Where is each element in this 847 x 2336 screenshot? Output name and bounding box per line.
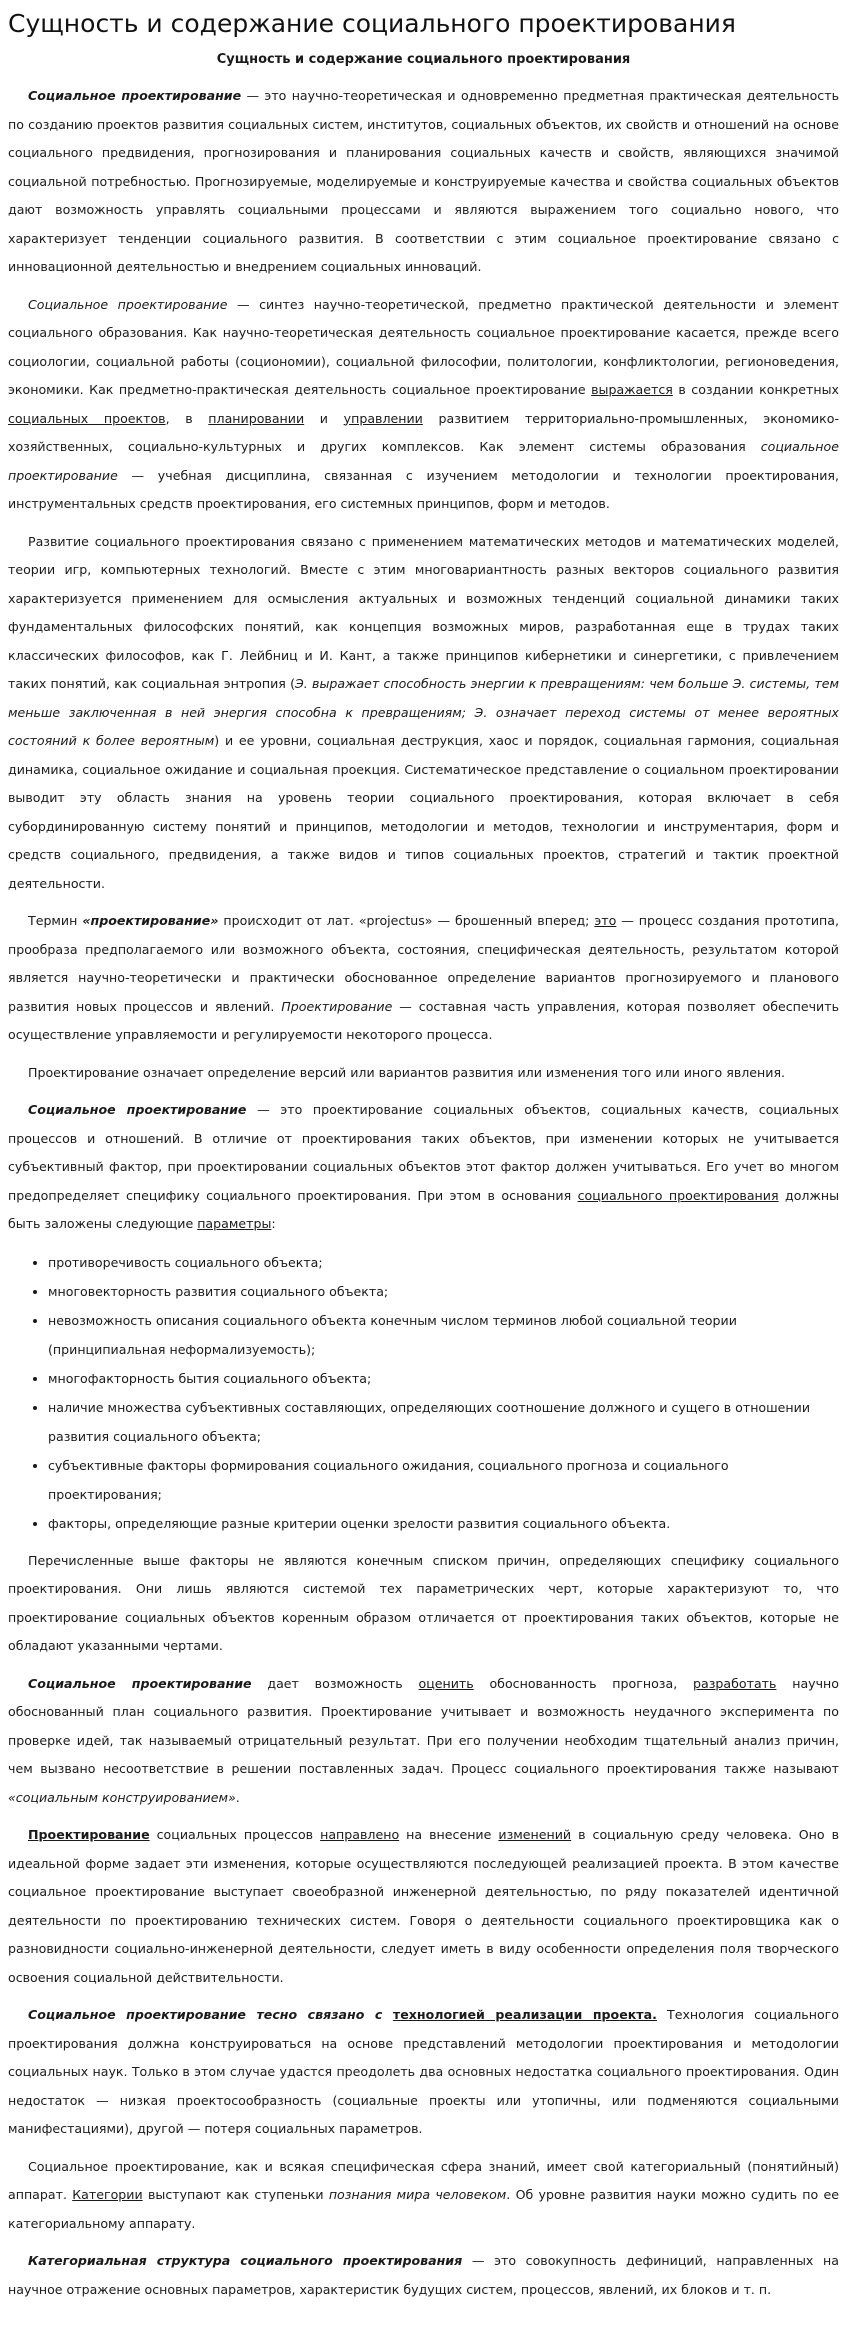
paragraph-3: Развитие социального проектирования связано с применением математических методов и математических моделей, теории игр, компьютерных технологий. Вместе с этим многовариантность разных векторов социального развития характеризуется применением для осмысления актуальных и возможных тенденций социальной динамики таких фундаментальных философских понятий, как концепция возможных миров, разработанная еще в трудах таких классических философов, как Г. Лейбниц и И. Кант, а также принципов кибернетики и синергетики, с привлечением таких понятий, как социальная энтропия (Э. выражает способность энергии к превращениям: чем больше Э. системы, тем меньше заключенная в ней энергия способна к превращениям; Э. означает переход системы от менее вероятных состояний к более вероятным) и ее уровни, социальная деструкция, хаос и порядок, социальная гармония, социальная динамика, социальное ожидание и социальная проекция. Систематическое представление о социальном проектировании выводит эту область знания на уровень теории социального проектирования, которая включает в себя субординированную систему понятий и принципов, методологии и методов, технологии и инструментария, форм и средств социального, предвидения, а также видов и типов социальных проектов, стратегий и тактик проектной деятельности. bbox=[8, 533, 839, 891]
list-item: • невозможность описания социального объекта конечным числом терминов любой социальной теории (принципиальная неформализуемость); bbox=[48, 1306, 839, 1364]
paragraph-7: Перечисленные выше факторы не являются конечным списком причин, определяющих специфику социального проектирования. Они лишь являются системой тех параметрических черт, которые характеризуют то, что проектирование социальных объектов коренным образом отличается от проектирования таких объектов, которые не обладают указанными чертами. bbox=[8, 1552, 839, 1653]
term: Категориальная структура социального проектирования bbox=[28, 2253, 463, 2268]
list-item: • наличие множества субъективных составляющих, определяющих соотношение должного и сущего в отношении развития социального объекта; bbox=[48, 1393, 839, 1451]
link-parameters[interactable]: параметры bbox=[197, 1216, 272, 1231]
link-planning[interactable]: планировании bbox=[208, 410, 305, 426]
term: Социальное проектирование bbox=[28, 1102, 247, 1117]
link-social-design[interactable]: социального проектирования bbox=[577, 1187, 779, 1203]
term: Социальное проектирование bbox=[28, 2007, 246, 2022]
list-item: • многофакторность бытия социального объекта; bbox=[48, 1364, 839, 1393]
term: Социальное проектирование bbox=[28, 296, 228, 312]
paragraph-11: Социальное проектирование, как и всякая специфическая сфера знаний, имеет свой категориальный (понятийный) аппарат. Категории выступают как ступеньки познания мира человеком. Об уровне развития науки можно судить по ее категориальному аппарату. bbox=[8, 2158, 839, 2231]
paragraph-10: Социальное проектирование тесно связано с технологией реализации проекта. Технология социального проектирования должна конструироваться на основе представлений методологии проектирования и методологии социальных наук. Только в этом случае удастся преодолеть два основных недостатка социального проектирования. Один недостаток — низкая проектосообразность (социальные проекты или утопичны, или подменяются социальными манифестациями), другой — потеря социальных параметров. bbox=[8, 2007, 839, 2136]
link-vyrazhaetsya[interactable]: выражается bbox=[591, 382, 673, 397]
paragraph-6: Социальное проектирование — это проектирование социальных объектов, социальных качеств, социальных процессов и отношений. В отличие от проектирования таких объектов, при изменении которых не учитывается субъективный фактор, при проектировании социальных объектов этот фактор должен учитываться. Его учет во многом предопределяет специфику социального проектирования. При этом в основания социального проектирования должны быть заложены следующие параметры: bbox=[8, 1102, 840, 1231]
link-management[interactable]: управлении bbox=[343, 410, 423, 426]
term: Социальное проектирование bbox=[28, 1675, 252, 1691]
paragraph-4: Термин «проектирование» происходит от лат. «projectus» — брошенный вперед; это — процесс создания прототипа, прообраза предполагаемого или возможного объекта, состояния, специфическая деятельность, результатом которой является научно-теоретически и практически обоснованное определение вариантов прогнозируемого и планового развития новых процессов и явлений. Проектирование — составная часть управления, которая позволяет обеспечить осуществление управляемости и регулируемости некоторого процесса. bbox=[8, 913, 839, 1042]
page-title: Сущность и содержание социального проектирования bbox=[8, 9, 736, 38]
link-social-projects[interactable]: социальных проектов bbox=[8, 410, 166, 426]
list-item: • многовекторность развития социального объекта; bbox=[48, 1277, 839, 1306]
link-eto[interactable]: это bbox=[594, 913, 617, 928]
parameters-list bbox=[8, 1248, 839, 1538]
link-evaluate[interactable]: оценить bbox=[418, 1675, 474, 1691]
link-proektirovanie[interactable]: Проектирование bbox=[28, 1827, 150, 1842]
term: Социальное проектирование bbox=[28, 88, 242, 103]
link-develop[interactable]: разработать bbox=[693, 1675, 777, 1691]
paragraph-2: Социальное проектирование — синтез научно-теоретической, предметно практической деятельности и элемент социального образования. Как научно-теоретическая деятельность социальное проектирование касается, прежде всего социологии, социальной работы (социономии), социальной философии, политологии, конфликтологии, регионоведения, экономики. Как предметно-практическая деятельность социальное проектирование выражается в создании конкретных социальных проектов, в планировании и управлении развитием территориально-промышленных, экономико-хозяйственных, социально-культурных и других комплексов. Как элемент системы образования социальное проектирование — учебная дисциплина, связанная с изучением методологии и технологии проектирования, инструментальных средств проектирования, его системных принципов, форм и методов. bbox=[8, 296, 840, 511]
list-item: • противоречивость социального объекта; bbox=[48, 1248, 839, 1277]
link-directed[interactable]: направлено bbox=[320, 1827, 400, 1842]
list-item: • факторы, определяющие разные критерии оценки зрелости развития социального объекта. bbox=[48, 1509, 839, 1538]
paragraph-12: Категориальная структура социального проектирования — это совокупность дефиниций, направленных на научное отражение основных параметров, характеристик будущих систем, процессов, явлений, их блоков и т. п. bbox=[8, 2253, 839, 2297]
term: «проектирование» bbox=[82, 913, 219, 928]
paragraph-8: Социальное проектирование дает возможность оценить обоснованность прогноза, разработать научно обоснованный план социального развития. Проектирование учитывает и возможность неудачного эксперимента по проверке идей, так называемый отрицательный результат. При его получении необходим тщательный анализ причин, чем вызвано несоответствие в решении поставленных задач. Процесс социального проектирования также называют «социальным конструированием». bbox=[8, 1675, 839, 1805]
link-technology[interactable]: технологией реализации проекта. bbox=[392, 2007, 657, 2022]
link-categories[interactable]: Категории bbox=[72, 2187, 143, 2202]
paragraph-5: Проектирование означает определение версий или вариантов развития или изменения того или иного явления. bbox=[28, 1064, 786, 1080]
link-changes[interactable]: изменений bbox=[498, 1827, 572, 1842]
list-item: • субъективные факторы формирования социального ожидания, социального прогноза и социального проектирования; bbox=[48, 1451, 839, 1509]
paragraph-9: Проектирование социальных процессов направлено на внесение изменений в социальную среду человека. Оно в идеальной форме задает эти изменения, которые осуществляются последующей реализацией проекта. В этом качестве социальное проектирование выступает своеобразной инженерной деятельностью, по ряду показателей идентичной деятельности по проектированию технических систем. Говоря о деятельности социального проектировщика как о разновидности социально-инженерной деятельности, следует иметь в виду особенности определения поля творческого освоения социальной действительности. bbox=[8, 1827, 839, 1985]
paragraph-1: Социальное проектирование — это научно-теоретическая и одновременно предметная практическая деятельность по созданию проектов развития социальных систем, институтов, социальных объектов, их свойств и отношений на основе социального предвидения, прогнозирования и планирования социальных качеств и свойств, являющихся значимой социальной потребностью. Прогнозируемые, моделируемые и конструируемые качества и свойства социальных объектов дают возможность управлять социальными процессами и являются выражением того социально нового, что характеризует тенденции социального развития. В соответствии с этим социальное проектирование связано с инновационной деятельностью и внедрением социальных инноваций. bbox=[8, 88, 839, 274]
article-subtitle: Сущность и содержание социального проектирования bbox=[216, 52, 631, 67]
